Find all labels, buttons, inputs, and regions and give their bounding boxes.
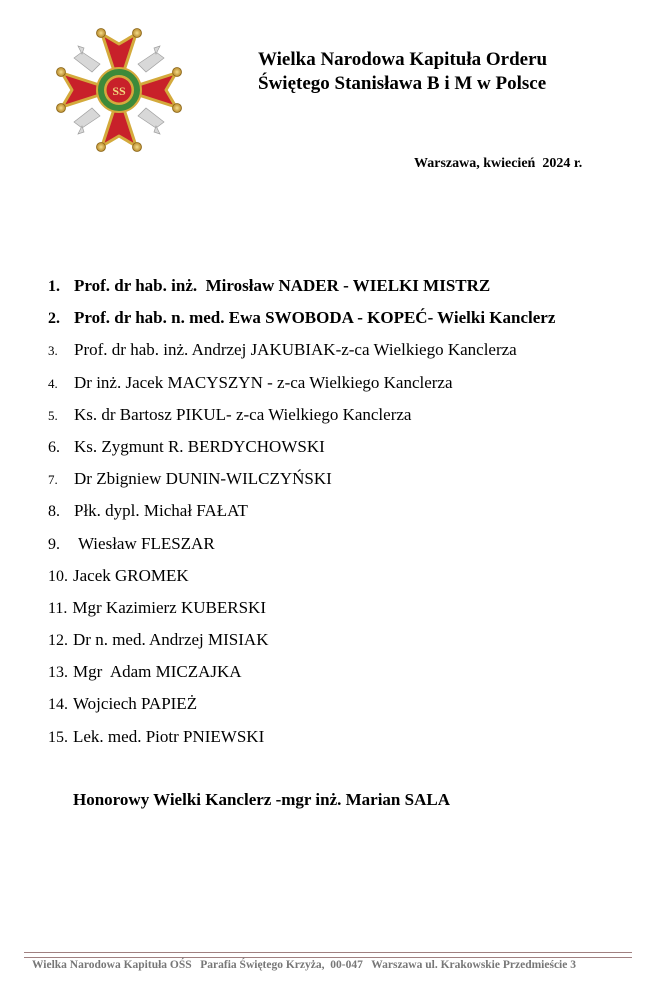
list-item-name: Prof. dr hab. n. med. Ewa SWOBODA - KOPEĆ- Wielki Kanclerz [74, 308, 556, 328]
list-item-number: 4. [48, 375, 58, 391]
honorary-chancellor: Honorowy Wielki Kanclerz -mgr inż. Marian SALA [73, 790, 450, 809]
list-item [48, 338, 555, 370]
list-item-number: 8. [48, 503, 60, 521]
list-item-number: 14. [48, 696, 68, 714]
list-item-name: Wiesław FLESZAR [74, 533, 215, 553]
list-item [48, 403, 555, 435]
list-item-name: Wojciech PAPIEŻ [73, 694, 198, 714]
list-item-number: 9. [48, 535, 60, 553]
list-item-name: Mgr Kazimierz KUBERSKI [72, 597, 266, 617]
list-item-number: 3. [48, 343, 58, 359]
list-item-name: Dr inż. Jacek MACYSZYN - z-ca Wielkiego Kanclerza [74, 372, 453, 392]
list-item-number: 12. [48, 632, 68, 650]
list-item-number: 11. [48, 599, 68, 617]
dateline: Warszawa, kwiecień 2024 r. [414, 156, 583, 171]
list-item-number: 5. [48, 407, 58, 423]
list-item [48, 564, 555, 596]
list-item [48, 467, 555, 499]
list-item [48, 306, 555, 338]
list-item-number: 15. [48, 728, 68, 746]
footer-address: Wielka Narodowa Kapituła OŚS Parafia Świętego Krzyża, 00-047 Warszawa ul. Krakowskie Przedmieście 3 [32, 959, 576, 971]
list-item [48, 435, 555, 467]
list-item-name: Mgr Adam MICZAJKA [73, 662, 242, 682]
list-item [48, 725, 555, 757]
list-item [48, 596, 555, 628]
list-item-number: 6. [48, 438, 60, 456]
list-item-name: Dr n. med. Andrzej MISIAK [73, 630, 269, 650]
list-item-number: 2. [48, 310, 60, 328]
list-item [48, 371, 555, 403]
organization-title [258, 48, 547, 96]
list-item [48, 692, 555, 724]
list-item-name: Prof. dr hab. inż. Andrzej JAKUBIAK-z-ca Wielkiego Kanclerza [74, 340, 517, 360]
list-item [48, 532, 555, 564]
list-item-number: 10. [48, 567, 68, 585]
members-list [48, 274, 555, 757]
list-item-number: 1. [48, 278, 60, 295]
organization-title-line-1: Wielka Narodowa Kapituła Orderu [258, 49, 548, 70]
organization-title-line-2: Świętego Stanisława B i M w Polsce [258, 73, 547, 94]
footer-divider [24, 952, 632, 958]
order-of-saint-stanislaus-cross-icon [52, 24, 186, 156]
list-item-name: Płk. dypl. Michał FAŁAT [74, 501, 248, 521]
svg-text:SS: SS [112, 84, 126, 98]
order-emblem [52, 24, 186, 156]
list-item [48, 628, 555, 660]
list-item-name: Prof. dr hab. inż. Mirosław NADER - WIELKI MISTRZ [74, 276, 491, 295]
list-item [48, 274, 555, 306]
list-item-name: Ks. Zygmunt R. BERDYCHOWSKI [74, 436, 325, 456]
list-item-number: 7. [48, 472, 58, 488]
list-item-name: Jacek GROMEK [73, 565, 189, 585]
list-item-name: Lek. med. Piotr PNIEWSKI [73, 726, 265, 746]
list-item-name: Dr Zbigniew DUNIN-WILCZYŃSKI [74, 469, 332, 489]
list-item [48, 499, 555, 531]
list-item [48, 660, 555, 692]
list-item-number: 13. [48, 664, 68, 682]
list-item-name: Ks. dr Bartosz PIKUL- z-ca Wielkiego Kanclerza [74, 404, 412, 424]
